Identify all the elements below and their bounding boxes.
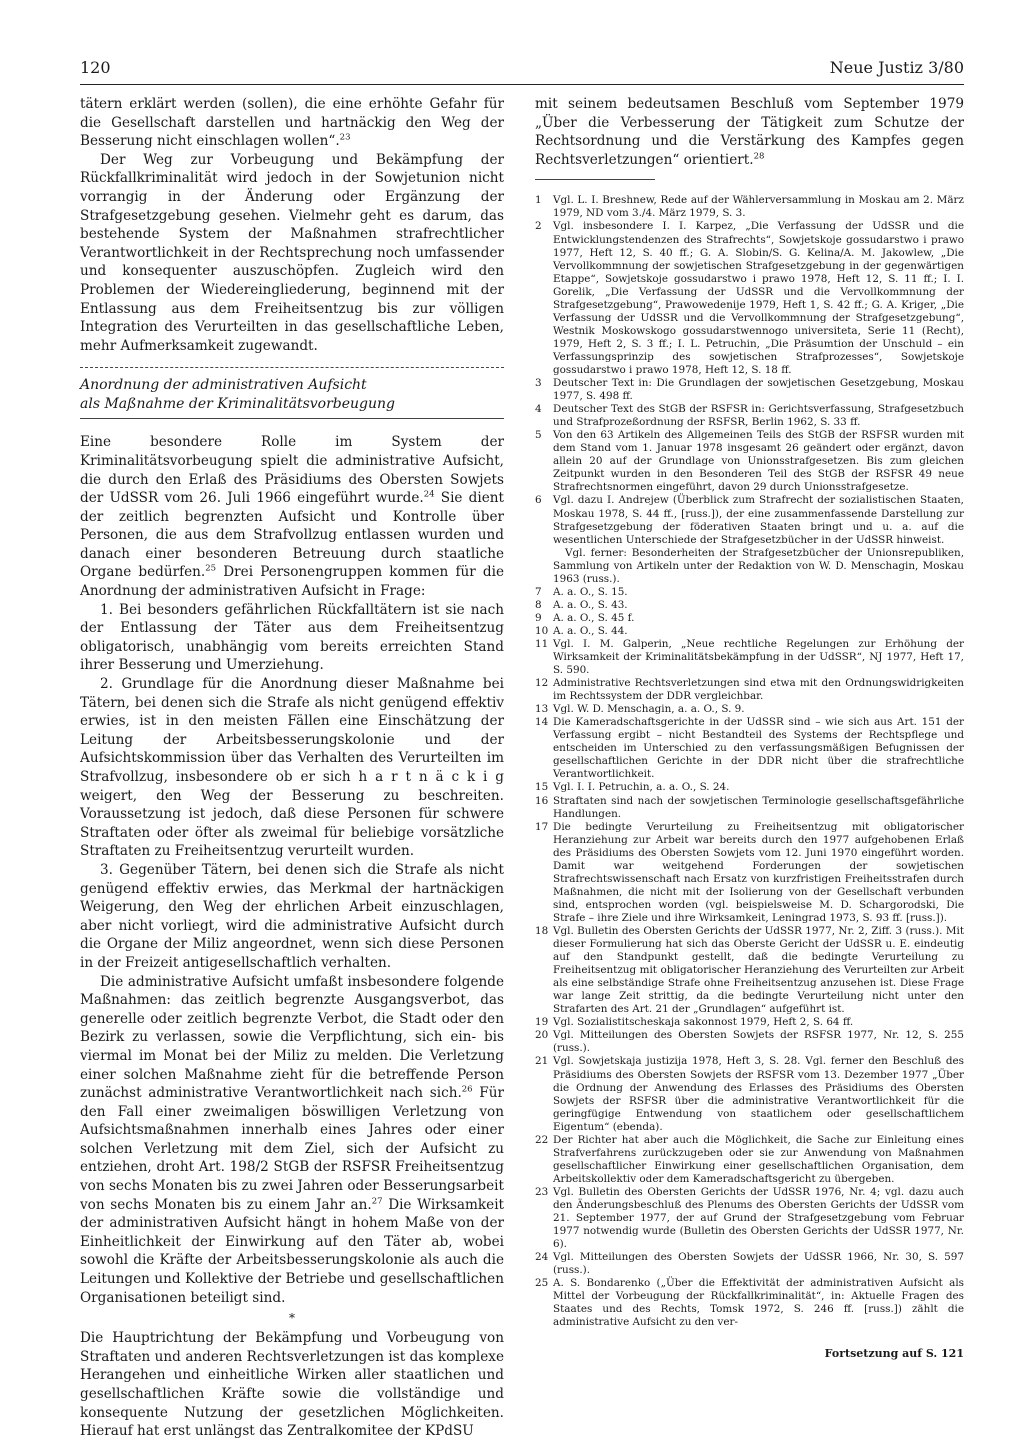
list-item: 1. Bei besonders gefährlichen Rückfalltätern ist sie nach der Entlassung der Täter aus dem Freiheitsentzug obligatorisch, unabhängig vom bereits erreichten Stand ihrer Besserung und Umerziehung. [80, 601, 504, 674]
footnote-list [535, 194, 964, 1329]
paragraph: mit seinem bedeutsamen Beschluß vom September 1979 „Über die Verbesserung der Tätigkeit zum Schutze der Rechtsordnung und die Verstärkung des Kampfes gegen Rechtsverletzungen“ orientiert.$^{28}$ [535, 96, 964, 168]
footnote: 18 Vgl. Bulletin des Obersten Gerichts der UdSSR 1977, Nr. 2, Ziff. 3 (russ.). Mit dieser Formulierung hat sich das Oberste Gericht der UdSSR u. E. eindeutig auf den Standpunkt gestellt, daß die bedingte Verurteilung zu Freiheitsentzug mit obligatorischer Heranziehung des Verurteilten zur Arbeit als eine selbständige Strafe ohne Freiheitsentzug anzusehen ist. Diese Frage war lange Zeit strittig, da die bedingte Verurteilung nicht unter den Strafarten des Art. 21 der „Grundlagen“ aufgeführt ist. [535, 925, 964, 1016]
footnote: 1 Vgl. L. I. Breshnew, Rede auf der Wählerversammlung in Moskau am 2. März 1979, ND vom 3./4. März 1979, S. 3. [535, 194, 964, 220]
footnote: 6 Vgl. dazu I. Andrejew (Überblick zum Strafrecht der sozialistischen Staaten, Moskau 1978, S. 44 ff., [russ.]), der eine zusammenfassende Darstellung zur Strafgesetzgebung der föderativen Staaten bringt und u. a. auf die wesentlichen Unterschiede der Strafgesetzbücher in der UdSSR hinweist. [535, 494, 964, 546]
footnote: 20 Vgl. Mitteilungen des Obersten Sowjets der RSFSR 1977, Nr. 12, S. 255 (russ.). [535, 1029, 964, 1055]
footnote-divider [535, 179, 655, 180]
footnote-continuation: Vgl. ferner: Besonderheiten der Strafgesetzbücher der Unionsrepubliken, Sammlung von Artikeln unter der Redaktion von W. D. Menschagin, Moskau 1963 (russ.). [553, 546, 964, 585]
paragraph: tätern erklärt werden (sollen), die eine erhöhte Gefahr für die Gesellschaft darstellen und hartnäckig den Weg der Besserung nicht einschlagen wollen“.$^{23}$ [80, 96, 504, 150]
footnote: 14 Die Kameradschaftsgerichte in der UdSSR sind – wie sich aus Art. 151 der Verfassung ergibt – nicht Bestandteil des Systems der Rechtspflege und entscheiden im Unterschied zu den verfassungsmäßigen Befugnissen der gesellschaftlichen Gerichte in der DDR nicht über die strafrechtliche Verantwortlichkeit. [535, 716, 964, 781]
section-heading: Anordnung der administrativen Aufsicht als Maßnahme der Kriminalitätsvorbeugung [80, 377, 396, 413]
footnote: 5 Von den 63 Artikeln des Allgemeinen Teils des StGB der RSFSR wurden mit dem Stand vom 1. Januar 1978 insgesamt 26 geändert oder ergänzt, davon allein 20 auf der Grundlage von Unionsstrafgesetzen. Bis zum gleichen Zeitpunkt wurden in den Besonderen Teil des StGB der RSFSR 49 neue Strafrechtsnormen eingeführt, davon 29 durch Unionsstrafgesetze. [535, 429, 964, 494]
continuation-note: Fortsetzung auf S. 121 [824, 1347, 964, 1361]
footnote: 15 Vgl. I. I. Petruchin, a. a. O., S. 24. [535, 781, 730, 794]
footnote-ref[interactable]: 27 [371, 1196, 383, 1207]
section-divider [80, 418, 504, 419]
footnote: 13 Vgl. W. D. Menschagin, a. a. O., S. 9. [535, 703, 745, 716]
footnote: 8 A. a. O., S. 43. [535, 598, 628, 611]
footnote-ref[interactable]: 24 [423, 489, 435, 500]
list-item: 2. Grundlage für die Anordnung dieser Maßnahme bei Tätern, bei denen sich die Strafe als nicht genügend effektiv erwies, ist in den meisten Fällen eine Einschätzung der Leitung der Arbeitsbesserungskolonie und der Aufsichtskommission über das Verhalten des Verurteilten im Strafvollzug, insbesondere ob er sich h a r t n ä c k i g weigert, den Weg der Besserung zu beschreiten. Voraussetzung ist jedoch, daß diese Personen für schwere Straftaten oder öfter als zweimal für beliebige vorsätzliche Straftaten zu Freiheitsentzug verurteilt wurden. [80, 676, 504, 860]
journal-title: Neue Justiz 3/80 [829, 58, 964, 77]
footnote-ref[interactable]: 26 [461, 1084, 473, 1095]
paragraph: Die administrative Aufsicht umfaßt insbesondere folgende Maßnahmen: das zeitlich begrenzte Ausgangsverbot, das generelle oder zeitlich begrenzte Verbot, die Stadt oder den Bezirk zu verlassen, sowie die Verpflichtung, sich ein- bis viermal im Monat bei der Miliz zu melden. Die Verletzung einer solchen Maßnahme zieht für die betreffende Person zunächst administrative Verantwortlichkeit nach sich.$^{26}$ Für den Fall einer zweimaligen böswilligen Verletzung von Aufsichtsmaßnahmen innerhalb eines Jahres oder einer solchen Verletzung mit dem Ziel, sich der Aufsicht zu entziehen, droht Art. 198/2 StGB der RSFSR Freiheitsentzug von sechs Monaten bis zu zwei Jahren oder Besserungsarbeit von sechs Monaten bis zu einem Jahr an.$^{27}$ Die Wirksamkeit der administrativen Aufsicht hängt in hohem Maße von der Einheitlichkeit der Einwirkung auf den Täter ab, wobei sowohl die Kräfte der Arbeitsbesserungskolonie als auch die Leitungen und Kollektive der Betriebe und gesellschaftlichen Organisationen beteiligt sind. [80, 973, 505, 1306]
right-column [535, 95, 964, 1360]
footnote: 19 Vgl. Sozialistitscheskaja sakonnost 1979, Heft 2, S. 64 ff. [535, 1016, 854, 1029]
footnote: 9 A. a. O., S. 45 f. [535, 611, 635, 624]
footnote-ref[interactable]: 23 [339, 132, 351, 143]
paragraph: Der Weg zur Vorbeugung und Bekämpfung der Rückfallkriminalität wird jedoch in der Sowjetunion nicht vorrangig in der Änderung oder Ergänzung der Strafgesetzgebung gesehen. Vielmehr geht es darum, das bestehende System der Maßnahmen strafrechtlicher Verantwortlichkeit in der Rechtsprechung noch umfassender und konsequenter auszuschöpfen. Zugleich wird den Problemen der Wiedereingliederung, beginnend mit der Entlassung aus dem Freiheitsentzug bis zur völligen Integration des Verurteilten in das gesellschaftliche Leben, mehr Aufmerksamkeit zugewandt. [80, 151, 504, 354]
footnote: 12 Administrative Rechtsverletzungen sind etwa mit den Ordnungswidrigkeiten im Rechtssystem der DDR vergleichbar. [535, 677, 964, 703]
footnote: 17 Die bedingte Verurteilung zu Freiheitsentzug mit obligatorischer Heranziehung zur Arbeit war bereits durch den 1977 aufgehobenen Erlaß des Präsidiums des Obersten Sowjets vom 12. Juni 1970 eingeführt worden. Damit war weitgehend Forderungen der sowjetischen Strafrechtswissenschaft nach Ersatz von kurzfristigen Freiheitsstrafen durch Maßnahmen, die nicht mit der Isolierung von der Gesellschaft verbunden sind, entsprochen worden (vgl. beispielsweise M. D. Schargorodski, Die Strafe – ihre Ziele und ihre Wirksamkeit, Leningrad 1973, S. 93 ff. [russ.]). [535, 820, 964, 924]
list-item: 3. Gegenüber Tätern, bei denen sich die Strafe als nicht genügend effektiv erwies, das Merkmal der hartnäckigen Weigerung, den Weg der ehrlichen Arbeit einzuschlagen, aber nicht vorliegt, wird die administrative Aufsicht durch die Organe der Miliz angeordnet, wenn sich diese Personen in der Freizeit antigesellschaftlich verhalten. [80, 861, 504, 971]
footnote: 23 Vgl. Bulletin des Obersten Gerichts der UdSSR 1976, Nr. 4; vgl. dazu auch den Änderungsbeschluß des Plenums des Obersten Gerichts der UdSSR vom 21. September 1977, der auf Grund der Strafgesetzgebung vom Februar 1977 notwendig wurde (Bulletin des Obersten Gerichts der UdSSR 1977, Nr. 6). [535, 1185, 964, 1251]
header-rule [80, 84, 964, 85]
footnote: 25 A. S. Bondarenko („Über die Effektivität der administrativen Aufsicht als Mittel der Vorbeugung der Rückfallkriminalität“, in: Aktuelle Fragen des Staates und des Rechts, Tomsk 1972, S. 246 ff. [russ.]) zählt die administrative Aufsicht zu den ver- [535, 1277, 964, 1329]
footnote: 11 Vgl. I. M. Galperin, „Neue rechtliche Regelungen zur Erhöhung der Wirksamkeit der Kriminalitätsbekämpfung in der UdSSR“, NJ 1977, Heft 17, S. 590. [535, 637, 964, 677]
page-number: 120 [80, 58, 111, 77]
footnote: 21 Vgl. Sowjetskaja justizija 1978, Heft 3, S. 28. Vgl. ferner den Beschluß des Präsidiums des Obersten Sowjets der RSFSR vom 13. Dezember 1977 „Über die Ordnung der Anwendung des Erlasses des Präsidiums des Obersten Sowjets der RSFSR über die administrative Verantwortlichkeit für die geringfügige Entwendung von staatlichem oder gesellschaftlichem Eigentum“ (ebenda). [535, 1055, 964, 1133]
footnote: 24 Vgl. Mitteilungen des Obersten Sowjets der UdSSR 1966, Nr. 30, S. 597 (russ.). [535, 1251, 964, 1277]
section-separator: * [289, 1311, 295, 1326]
footnote: 22 Der Richter hat aber auch die Möglichkeit, die Sache zur Einleitung eines Strafverfahrens zurückzugeben oder sie zur Anwendung von Maßnahmen gesellschaftlicher Einwirkung einer gesellschaftlichen Organisation, dem Arbeitskollektiv oder dem Kameradschaftsgericht zu übergeben. [535, 1133, 964, 1185]
page-header [80, 58, 964, 82]
footnote-ref[interactable]: 25 [205, 563, 217, 574]
footnote: 7 A. a. O., S. 15. [535, 585, 628, 598]
paragraph: Die Hauptrichtung der Bekämpfung und Vorbeugung von Straftaten und anderen Rechtsverletzungen ist das komplexe Herangehen und einheitliche Wirken aller staatlichen und gesellschaftlichen Kräfte sowie die vollständige und konsequente Nutzung der gesetzlichen Möglichkeiten. Hierauf hat erst unlängst das Zentralkomitee der KPdSU [80, 1330, 504, 1440]
left-column [80, 95, 504, 1441]
footnote-ref[interactable]: 28 [753, 151, 765, 162]
paragraph: Eine besondere Rolle im System der Kriminalitätsvorbeugung spielt die administrative Aufsicht, die durch den Erlaß des Präsidiums des Obersten Sowjets der UdSSR vom 26. Juli 1966 eingeführt wurde.$^{24}$ Sie dient der zeitlich begrenzten Aufsicht und Kontrolle über Personen, die aus dem Strafvollzug entlassen wurden und danach einer besonderen Betreuung durch staatliche Organe bedürfen.$^{25}$ Drei Personengruppen kommen für die Anordnung der administrativen Aufsicht in Frage: [80, 434, 504, 600]
footnote: 10 A. a. O., S. 44. [535, 624, 628, 637]
footnote: 4 Deutscher Text des StGB der RSFSR in: Gerichtsverfassung, Strafgesetzbuch und Strafprozeßordnung der RSFSR, Berlin 1962, S. 33 ff. [535, 403, 964, 429]
footnote: 2 Vgl. insbesondere I. I. Karpez, „Die Verfassung der UdSSR und die Entwicklungstendenzen des Strafrechts“, Sowjetskoje gossudarstwo i prawo 1977, Heft 12, S. 40 ff.; G. A. Slobin/S. G. Kelina/A. M. Jakowlew, „Die Vervollkommnung der sowjetischen Strafgesetzgebung in der gegenwärtigen Etappe“, Sowjetskoje gossudarstwo i prawo 1978, Heft 12, S. 11 ff.; I. I. Gorelik, „Die Verfassung der UdSSR und die Vervollkommnung der Strafgesetzgebung“, Prawowedenije 1979, Heft 1, S. 42 ff.; G. A. Kriger, „Die Verfassung der UdSSR und die Vervollkommnung der Strafgesetzgebung“, Westnik Moskowskogo gossudarstwennogo universiteta, Serie 11 (Recht), 1979, Heft 2, S. 3 ff.; I. L. Petruchin, „Die Präsumtion der Unschuld – ein Verfassungsprinzip des sowjetischen Strafprozesses“, Sowjetskoje gossudarstwo i prawo 1978, Heft 12, S. 18 ff. [535, 220, 964, 376]
section-divider [80, 367, 504, 368]
footnote: 3 Deutscher Text in: Die Grundlagen der sowjetischen Gesetzgebung, Moskau 1977, S. 498 ff. [535, 377, 964, 403]
footnote: 16 Straftaten sind nach der sowjetischen Terminologie gesellschaftsgefährliche Handlungen. [535, 794, 964, 820]
